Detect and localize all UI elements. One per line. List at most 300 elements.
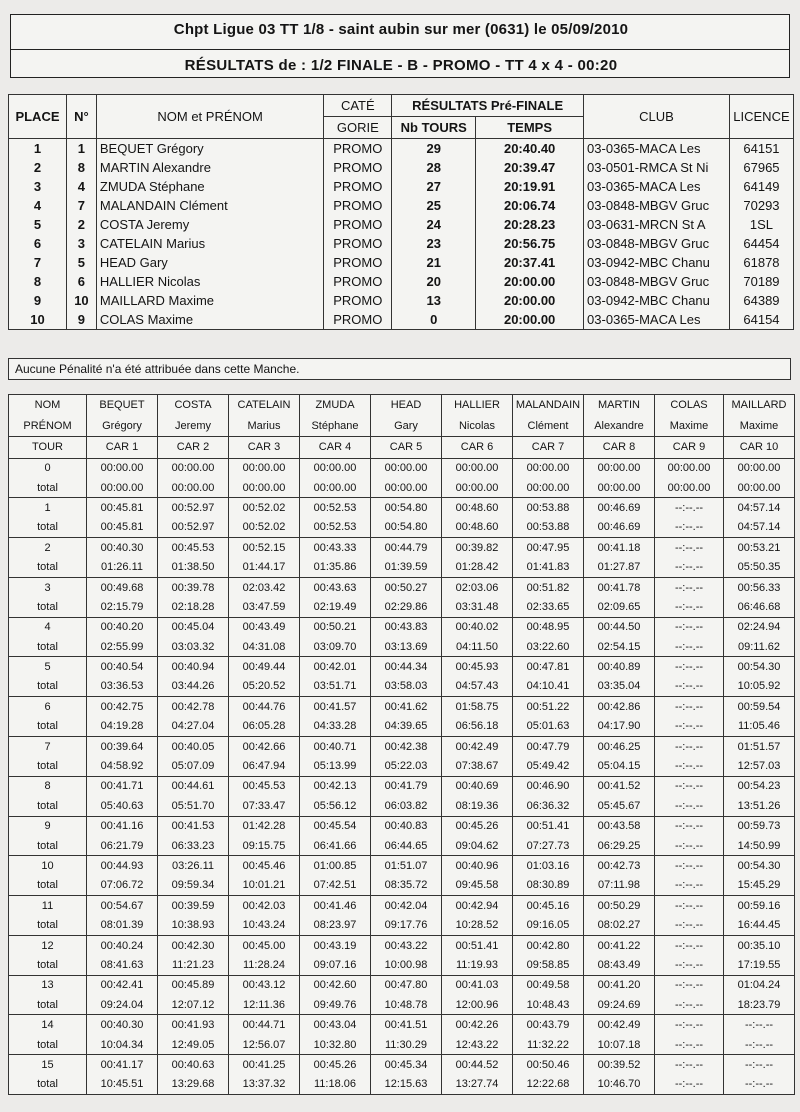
total-label: total [9,796,87,816]
lap-time-cell: --:--.-- [655,896,724,916]
lap-time-cell: 01:00.85 [300,856,371,876]
lap-time-cell: 00:45.26 [442,816,513,836]
results-tours-cell: 23 [392,234,476,253]
total-label: total [9,836,87,856]
total-time-cell: 01:39.59 [371,557,442,577]
total-time-cell: 12:00.96 [442,995,513,1015]
lap-time-cell: --:--.-- [655,736,724,756]
lap-row [9,856,795,876]
lap-time-cell: 00:42.04 [371,896,442,916]
total-time-cell: 09:58.85 [513,955,584,975]
lap-number: 3 [9,577,87,597]
lap-row [9,1055,795,1075]
results-place-cell: 1 [9,139,67,159]
lap-time-cell: 00:40.05 [158,736,229,756]
lap-time-cell: 00:42.78 [158,697,229,717]
lap-total-row [9,955,795,975]
driver-car: CAR 3 [229,437,300,459]
total-time-cell: --:--.-- [655,1035,724,1055]
lap-time-cell: 00:42.38 [371,736,442,756]
total-time-cell: --:--.-- [724,1075,795,1095]
lap-time-cell: 00:44.79 [371,538,442,558]
lap-time-cell: 00:00.00 [655,458,724,478]
total-time-cell: 11:18.06 [300,1075,371,1095]
header-results: RÉSULTATS Pré-FINALE [392,95,584,117]
total-time-cell: --:--.-- [655,1075,724,1095]
total-time-cell: 08:35.72 [371,876,442,896]
results-licence-cell: 64154 [729,310,793,330]
lap-time-cell: 00:42.94 [442,896,513,916]
lap-total-row [9,796,795,816]
results-name-cell: MALANDAIN Clément [96,196,323,215]
results-club-cell: 03-0365-MACA Les [584,139,730,159]
lap-time-cell: 00:45.16 [513,896,584,916]
lap-time-cell: --:--.-- [655,577,724,597]
driver-firstname: Alexandre [584,416,655,437]
total-time-cell: 02:09.65 [584,597,655,617]
results-licence-cell: 61878 [729,253,793,272]
driver-lastname: BEQUET [87,395,158,416]
championship-title: Chpt Ligue 03 TT 1/8 - saint aubin sur mer (0631) le 05/09/2010 [173,21,629,38]
results-name-cell: HEAD Gary [96,253,323,272]
results-club-cell: 03-0942-MBC Chanu [584,253,730,272]
header-place: PLACE [9,95,67,139]
lap-time-cell: 00:45.04 [158,617,229,637]
lap-number: 5 [9,657,87,677]
lap-row [9,935,795,955]
lap-time-cell: 00:54.80 [371,498,442,518]
results-club-cell: 03-0631-MRCN St A [584,215,730,234]
header-club: CLUB [584,95,730,139]
lap-number: 6 [9,697,87,717]
lap-time-cell: 00:59.54 [724,697,795,717]
total-time-cell: 08:19.36 [442,796,513,816]
driver-firstname: Jeremy [158,416,229,437]
lap-time-cell: 00:41.53 [158,816,229,836]
lap-time-cell: 00:41.62 [371,697,442,717]
total-time-cell: 09:16.05 [513,915,584,935]
lap-time-cell: 00:47.95 [513,538,584,558]
lap-time-cell: --:--.-- [655,617,724,637]
total-time-cell: 08:02.27 [584,915,655,935]
total-time-cell: --:--.-- [655,677,724,697]
lap-time-cell: 00:48.60 [442,498,513,518]
header-licence: LICENCE [729,95,793,139]
total-time-cell: 14:50.99 [724,836,795,856]
total-time-cell: 09:24.69 [584,995,655,1015]
lap-time-cell: 00:45.93 [442,657,513,677]
results-place-cell: 3 [9,177,67,196]
lap-time-cell: 00:52.97 [158,498,229,518]
total-time-cell: 07:27.73 [513,836,584,856]
lap-time-cell: 00:40.30 [87,538,158,558]
results-club-cell: 03-0848-MBGV Gruc [584,272,730,291]
lap-time-cell: 04:57.14 [724,498,795,518]
total-time-cell: 03:03.32 [158,637,229,657]
results-cat-cell: PROMO [324,310,392,330]
lap-number: 7 [9,736,87,756]
lap-total-row [9,677,795,697]
driver-lastname: COSTA [158,395,229,416]
lap-time-cell: 00:41.52 [584,776,655,796]
results-name-cell: MARTIN Alexandre [96,158,323,177]
total-time-cell: 00:52.53 [300,518,371,538]
total-time-cell: 16:44.45 [724,915,795,935]
total-time-cell: 17:19.55 [724,955,795,975]
total-time-cell: 02:33.65 [513,597,584,617]
driver-lastname: COLAS [655,395,724,416]
lap-number: 9 [9,816,87,836]
label-tour: TOUR [9,437,87,459]
results-cat-cell: PROMO [324,139,392,159]
total-time-cell: --:--.-- [724,1035,795,1055]
total-time-cell: 13:29.68 [158,1075,229,1095]
total-time-cell: 00:53.88 [513,518,584,538]
results-licence-cell: 70189 [729,272,793,291]
total-time-cell: 07:33.47 [229,796,300,816]
total-time-cell: 01:38.50 [158,557,229,577]
total-time-cell: 03:31.48 [442,597,513,617]
driver-lastname: MAILLARD [724,395,795,416]
total-time-cell: 02:54.15 [584,637,655,657]
total-label: total [9,557,87,577]
total-time-cell: --:--.-- [655,836,724,856]
results-licence-cell: 64389 [729,291,793,310]
lap-time-cell: 00:43.04 [300,1015,371,1035]
lap-row [9,458,795,478]
lap-time-cell: 00:40.96 [442,856,513,876]
total-time-cell: 11:32.22 [513,1035,584,1055]
results-row [9,272,794,291]
total-time-cell: 06:46.68 [724,597,795,617]
lap-time-cell: 00:43.33 [300,538,371,558]
total-time-cell: 00:00.00 [371,478,442,498]
lap-time-cell: 00:41.93 [158,1015,229,1035]
driver-car: CAR 9 [655,437,724,459]
total-label: total [9,637,87,657]
lap-time-cell: --:--.-- [655,856,724,876]
lap-time-cell: 00:41.22 [584,935,655,955]
total-time-cell: 13:27.74 [442,1075,513,1095]
header-laps: Nb TOURS [392,117,476,139]
total-time-cell: 05:51.70 [158,796,229,816]
total-time-cell: 10:07.18 [584,1035,655,1055]
lap-time-cell: 00:42.75 [87,697,158,717]
total-time-cell: 00:52.97 [158,518,229,538]
lap-time-cell: 00:50.46 [513,1055,584,1075]
lap-time-cell: --:--.-- [655,776,724,796]
total-time-cell: 12:07.12 [158,995,229,1015]
results-temps-cell: 20:40.40 [476,139,584,159]
lap-time-cell: 00:45.81 [87,498,158,518]
total-time-cell: 06:36.32 [513,796,584,816]
total-label: total [9,518,87,538]
results-cat-cell: PROMO [324,291,392,310]
results-temps-cell: 20:56.75 [476,234,584,253]
header-category-1: CATÉ [324,95,392,117]
driver-car: CAR 10 [724,437,795,459]
lap-row [9,776,795,796]
results-cat-cell: PROMO [324,158,392,177]
lap-total-row [9,1035,795,1055]
lap-time-cell: 00:46.25 [584,736,655,756]
lap-time-cell: 00:39.59 [158,896,229,916]
driver-firstname: Nicolas [442,416,513,437]
lap-total-row [9,995,795,1015]
total-time-cell: 10:00.98 [371,955,442,975]
label-nom: NOM [9,395,87,416]
total-time-cell: 10:01.21 [229,876,300,896]
total-time-cell: 09:17.76 [371,915,442,935]
total-time-cell: 00:00.00 [87,478,158,498]
lap-row [9,975,795,995]
total-time-cell: 12:22.68 [513,1075,584,1095]
total-time-cell: 03:44.26 [158,677,229,697]
total-time-cell: 10:46.70 [584,1075,655,1095]
lap-time-cell: 00:41.20 [584,975,655,995]
lap-total-row [9,836,795,856]
lap-time-cell: 02:24.94 [724,617,795,637]
results-place-cell: 9 [9,291,67,310]
total-time-cell: --:--.-- [655,995,724,1015]
lap-time-cell: 00:41.16 [87,816,158,836]
total-time-cell: 04:19.28 [87,717,158,737]
lap-total-row [9,876,795,896]
total-time-cell: 03:51.71 [300,677,371,697]
total-time-cell: 00:45.81 [87,518,158,538]
lap-time-cell: 00:42.66 [229,736,300,756]
lap-time-cell: 00:42.80 [513,935,584,955]
total-time-cell: 08:43.49 [584,955,655,975]
total-time-cell: 15:45.29 [724,876,795,896]
lap-time-cell: 00:40.94 [158,657,229,677]
total-time-cell: 11:21.23 [158,955,229,975]
lap-number: 15 [9,1055,87,1075]
total-label: total [9,876,87,896]
lap-time-cell: --:--.-- [655,538,724,558]
lap-time-cell: 00:43.63 [300,577,371,597]
results-num-cell: 7 [66,196,96,215]
driver-lastname: ZMUDA [300,395,371,416]
total-time-cell: 18:23.79 [724,995,795,1015]
lap-time-cell: 00:40.24 [87,935,158,955]
lap-time-cell: 00:42.41 [87,975,158,995]
lap-total-row [9,637,795,657]
lap-time-cell: --:--.-- [655,935,724,955]
results-name-cell: COLAS Maxime [96,310,323,330]
lap-number: 12 [9,935,87,955]
total-time-cell: 00:46.69 [584,518,655,538]
lap-total-row [9,597,795,617]
lap-time-cell: 00:54.30 [724,856,795,876]
lap-time-cell: 00:42.86 [584,697,655,717]
lap-time-cell: 03:26.11 [158,856,229,876]
total-time-cell: 10:48.78 [371,995,442,1015]
lap-time-cell: 00:59.16 [724,896,795,916]
driver-firstname: Marius [229,416,300,437]
lap-row [9,498,795,518]
total-time-cell: 01:27.87 [584,557,655,577]
lap-time-cell: --:--.-- [655,975,724,995]
label-prenom: PRÉNOM [9,416,87,437]
results-row [9,234,794,253]
total-time-cell: 00:52.02 [229,518,300,538]
lap-time-cell: 00:51.22 [513,697,584,717]
header-box [10,14,790,78]
results-title: RÉSULTATS de : 1/2 FINALE - B - PROMO - TT 4 x 4 - 00:20 [184,57,618,74]
lap-row [9,1015,795,1035]
total-time-cell: 04:39.65 [371,717,442,737]
results-cat-cell: PROMO [324,253,392,272]
total-time-cell: 10:28.52 [442,915,513,935]
results-num-cell: 4 [66,177,96,196]
lap-time-cell: 00:46.90 [513,776,584,796]
lap-time-cell: --:--.-- [655,697,724,717]
results-cat-cell: PROMO [324,196,392,215]
lap-number: 8 [9,776,87,796]
total-time-cell: 10:04.34 [87,1035,158,1055]
results-cat-cell: PROMO [324,234,392,253]
lap-time-cell: 00:41.18 [584,538,655,558]
lap-time-cell: 00:39.64 [87,736,158,756]
results-num-cell: 9 [66,310,96,330]
lap-time-cell: 00:51.41 [442,935,513,955]
lap-total-row [9,478,795,498]
lap-time-cell: 00:40.02 [442,617,513,637]
lap-time-cell: 00:40.89 [584,657,655,677]
results-club-cell: 03-0848-MBGV Gruc [584,234,730,253]
lap-time-cell: 00:00.00 [724,458,795,478]
lap-time-cell: 00:40.20 [87,617,158,637]
lap-time-cell: 00:59.73 [724,816,795,836]
total-time-cell: 06:21.79 [87,836,158,856]
results-temps-cell: 20:19.91 [476,177,584,196]
total-time-cell: 11:19.93 [442,955,513,975]
total-time-cell: 03:13.69 [371,637,442,657]
total-time-cell: 05:49.42 [513,756,584,776]
results-tours-cell: 29 [392,139,476,159]
lap-time-cell: 00:42.01 [300,657,371,677]
results-place-cell: 2 [9,158,67,177]
total-label: total [9,995,87,1015]
total-time-cell: --:--.-- [655,876,724,896]
total-time-cell: 00:00.00 [229,478,300,498]
results-temps-cell: 20:39.47 [476,158,584,177]
lap-time-cell: 00:46.69 [584,498,655,518]
total-time-cell: 06:47.94 [229,756,300,776]
lap-time-cell: 01:51.57 [724,736,795,756]
results-club-cell: 03-0365-MACA Les [584,177,730,196]
results-name-cell: COSTA Jeremy [96,215,323,234]
results-body [9,139,794,330]
total-time-cell: 03:09.70 [300,637,371,657]
lap-time-cell: 00:43.83 [371,617,442,637]
lap-row [9,896,795,916]
lap-time-cell: 00:40.69 [442,776,513,796]
total-time-cell: 09:15.75 [229,836,300,856]
total-time-cell: 10:43.24 [229,915,300,935]
lap-number: 0 [9,458,87,478]
lap-time-cell: 00:45.00 [229,935,300,955]
lap-time-cell: 00:45.34 [371,1055,442,1075]
total-time-cell: --:--.-- [655,756,724,776]
total-time-cell: 02:55.99 [87,637,158,657]
lap-time-cell: 00:44.71 [229,1015,300,1035]
driver-car: CAR 1 [87,437,158,459]
lap-time-cell: --:--.-- [724,1015,795,1035]
results-num-cell: 3 [66,234,96,253]
lap-row [9,816,795,836]
lap-time-cell: 00:42.49 [584,1015,655,1035]
total-time-cell: 04:58.92 [87,756,158,776]
lap-total-row [9,557,795,577]
lap-total-row [9,518,795,538]
results-tours-cell: 27 [392,177,476,196]
lap-time-cell: --:--.-- [724,1055,795,1075]
results-row [9,158,794,177]
results-name-cell: MAILLARD Maxime [96,291,323,310]
lap-time-cell: 00:41.46 [300,896,371,916]
total-time-cell: 10:05.92 [724,677,795,697]
lap-time-cell: 00:00.00 [229,458,300,478]
header-divider [11,49,789,50]
lap-time-cell: 00:39.52 [584,1055,655,1075]
results-place-cell: 6 [9,234,67,253]
total-time-cell: 01:44.17 [229,557,300,577]
total-time-cell: 04:33.28 [300,717,371,737]
total-time-cell: 00:00.00 [300,478,371,498]
total-time-cell: 09:04.62 [442,836,513,856]
total-time-cell: 01:28.42 [442,557,513,577]
lap-time-cell: 00:40.71 [300,736,371,756]
lap-time-cell: 00:51.82 [513,577,584,597]
lap-total-row [9,1075,795,1095]
total-time-cell: 00:48.60 [442,518,513,538]
total-time-cell: --:--.-- [655,796,724,816]
driver-firstname: Grégory [87,416,158,437]
total-time-cell: 09:45.58 [442,876,513,896]
results-num-cell: 1 [66,139,96,159]
lap-time-cell: 00:47.79 [513,736,584,756]
total-time-cell: 08:01.39 [87,915,158,935]
total-time-cell: 05:20.52 [229,677,300,697]
driver-car: CAR 6 [442,437,513,459]
results-cat-cell: PROMO [324,272,392,291]
lap-time-cell: 02:03.06 [442,577,513,597]
lap-time-cell: 00:43.58 [584,816,655,836]
results-row [9,177,794,196]
results-licence-cell: 64151 [729,139,793,159]
lap-time-cell: 00:43.49 [229,617,300,637]
results-club-cell: 03-0942-MBC Chanu [584,291,730,310]
total-time-cell: 03:58.03 [371,677,442,697]
lap-time-cell: 00:49.68 [87,577,158,597]
driver-lastname: HALLIER [442,395,513,416]
driver-car: CAR 4 [300,437,371,459]
lap-time-cell: 00:00.00 [371,458,442,478]
total-time-cell: --:--.-- [655,518,724,538]
total-time-cell: 06:41.66 [300,836,371,856]
results-tours-cell: 20 [392,272,476,291]
lap-time-cell: 00:41.17 [87,1055,158,1075]
total-time-cell: 08:41.63 [87,955,158,975]
lap-time-cell: 00:44.76 [229,697,300,717]
results-row [9,291,794,310]
results-cat-cell: PROMO [324,215,392,234]
total-time-cell: --:--.-- [655,955,724,975]
total-label: total [9,478,87,498]
lap-time-cell: 00:43.12 [229,975,300,995]
